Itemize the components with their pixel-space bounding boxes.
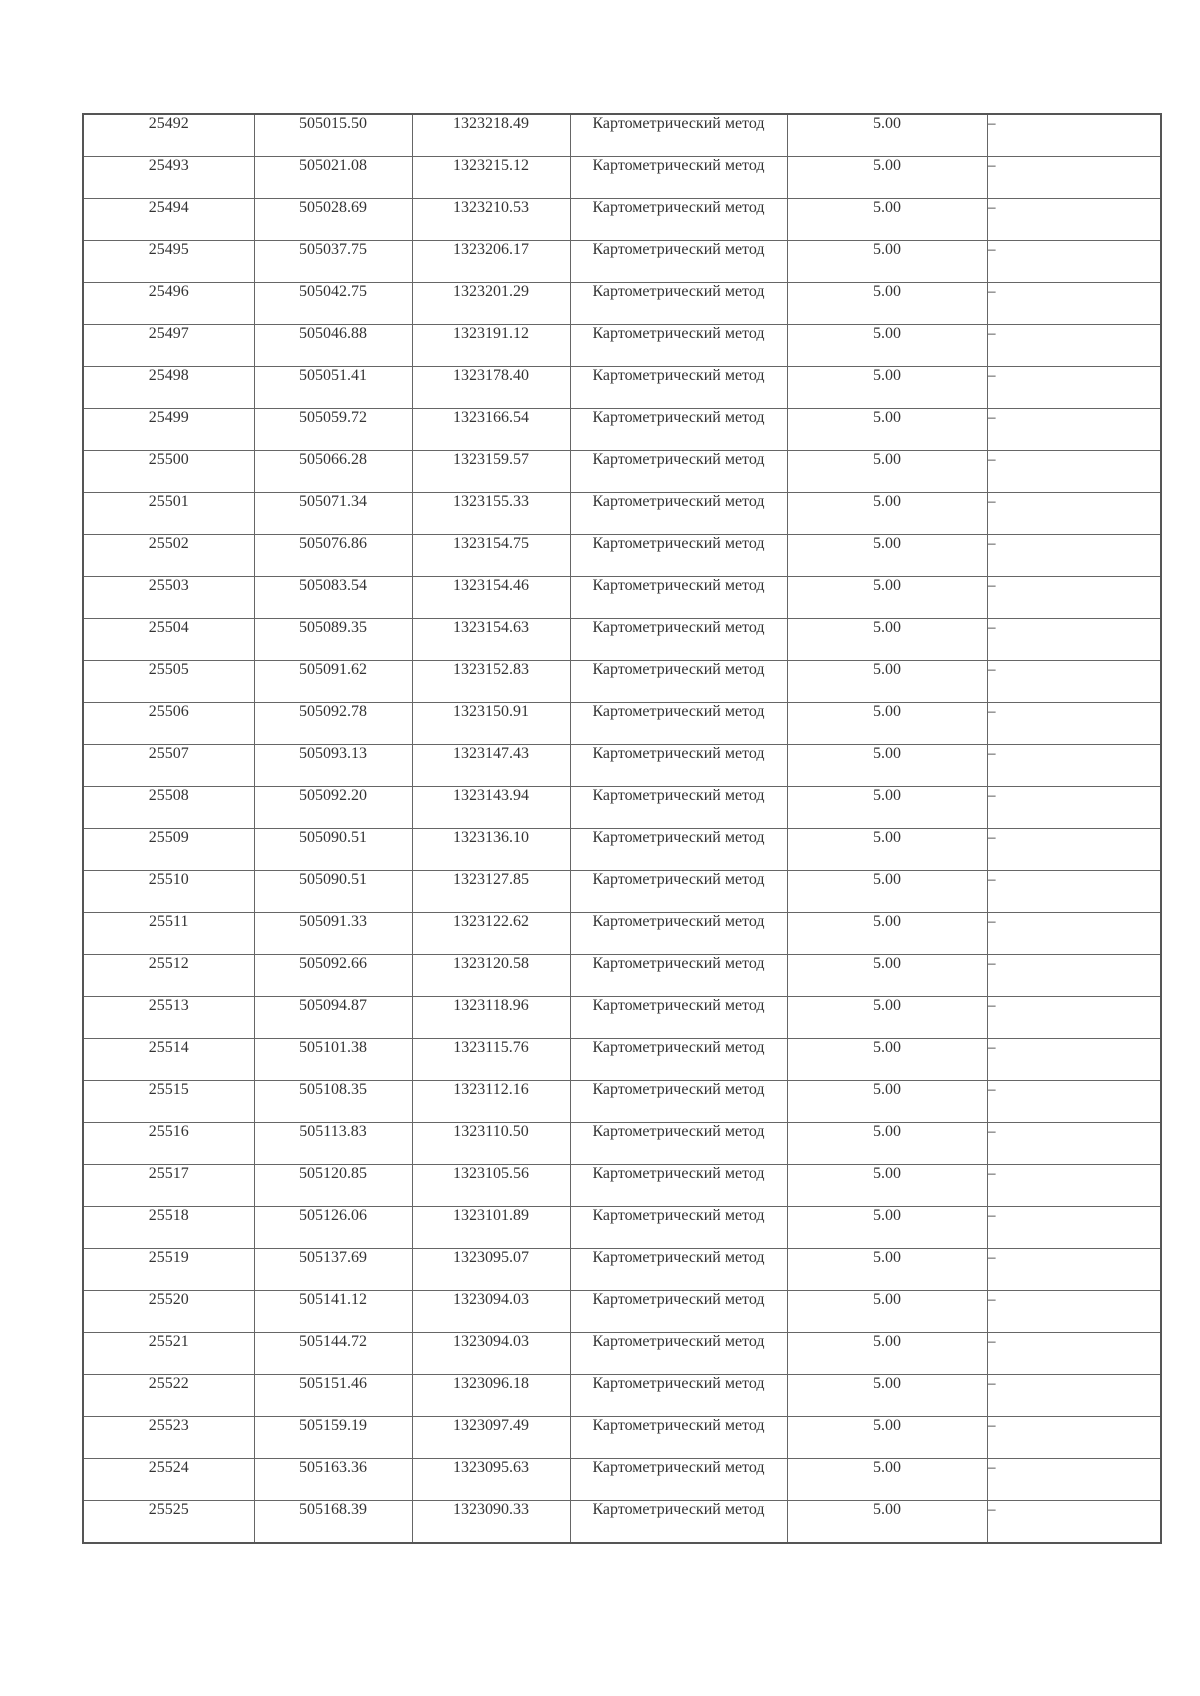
- method-cell: Картометрический метод: [570, 367, 787, 409]
- point-number-cell: 25499: [83, 409, 254, 451]
- description-cell: –: [987, 619, 1161, 661]
- coordinate-y-cell: 1323101.89: [412, 1207, 570, 1249]
- method-cell: Картометрический метод: [570, 619, 787, 661]
- description-cell: –: [987, 871, 1161, 913]
- accuracy-cell: 5.00: [787, 1039, 987, 1081]
- coordinate-x-cell: 505091.62: [254, 661, 412, 703]
- description-cell: –: [987, 661, 1161, 703]
- coordinate-x-cell: 505168.39: [254, 1501, 412, 1544]
- method-cell: Картометрический метод: [570, 1207, 787, 1249]
- coordinate-x-cell: 505151.46: [254, 1375, 412, 1417]
- table-row: [83, 787, 1161, 829]
- point-number-cell: 25509: [83, 829, 254, 871]
- accuracy-cell: 5.00: [787, 619, 987, 661]
- accuracy-cell: 5.00: [787, 997, 987, 1039]
- coordinate-x-cell: 505092.20: [254, 787, 412, 829]
- point-number-cell: 25518: [83, 1207, 254, 1249]
- accuracy-cell: 5.00: [787, 114, 987, 157]
- point-number-cell: 25516: [83, 1123, 254, 1165]
- coordinate-x-cell: 505092.66: [254, 955, 412, 997]
- accuracy-cell: 5.00: [787, 871, 987, 913]
- method-cell: Картометрический метод: [570, 1039, 787, 1081]
- table-row: [83, 1123, 1161, 1165]
- point-number-cell: 25506: [83, 703, 254, 745]
- point-number-cell: 25504: [83, 619, 254, 661]
- point-number-cell: 25496: [83, 283, 254, 325]
- method-cell: Картометрический метод: [570, 1375, 787, 1417]
- coordinate-x-cell: 505137.69: [254, 1249, 412, 1291]
- coordinate-x-cell: 505092.78: [254, 703, 412, 745]
- coordinate-x-cell: 505113.83: [254, 1123, 412, 1165]
- description-cell: –: [987, 199, 1161, 241]
- method-cell: Картометрический метод: [570, 1417, 787, 1459]
- point-number-cell: 25525: [83, 1501, 254, 1544]
- description-cell: –: [987, 829, 1161, 871]
- description-cell: –: [987, 451, 1161, 493]
- point-number-cell: 25497: [83, 325, 254, 367]
- accuracy-cell: 5.00: [787, 451, 987, 493]
- coordinate-y-cell: 1323150.91: [412, 703, 570, 745]
- coordinate-y-cell: 1323118.96: [412, 997, 570, 1039]
- table-row: [83, 367, 1161, 409]
- description-cell: –: [987, 1375, 1161, 1417]
- point-number-cell: 25502: [83, 535, 254, 577]
- point-number-cell: 25515: [83, 1081, 254, 1123]
- method-cell: Картометрический метод: [570, 745, 787, 787]
- point-number-cell: 25492: [83, 114, 254, 157]
- description-cell: –: [987, 1459, 1161, 1501]
- table-row: [83, 1291, 1161, 1333]
- coordinate-y-cell: 1323191.12: [412, 325, 570, 367]
- method-cell: Картометрический метод: [570, 1249, 787, 1291]
- description-cell: –: [987, 493, 1161, 535]
- point-number-cell: 25495: [83, 241, 254, 283]
- description-cell: –: [987, 1207, 1161, 1249]
- method-cell: Картометрический метод: [570, 703, 787, 745]
- description-cell: –: [987, 1333, 1161, 1375]
- coordinate-x-cell: 505126.06: [254, 1207, 412, 1249]
- coordinate-y-cell: 1323143.94: [412, 787, 570, 829]
- method-cell: Картометрический метод: [570, 409, 787, 451]
- table-row: [83, 493, 1161, 535]
- method-cell: Картометрический метод: [570, 661, 787, 703]
- coordinate-x-cell: 505083.54: [254, 577, 412, 619]
- description-cell: –: [987, 114, 1161, 157]
- description-cell: –: [987, 409, 1161, 451]
- point-number-cell: 25519: [83, 1249, 254, 1291]
- method-cell: Картометрический метод: [570, 1165, 787, 1207]
- accuracy-cell: 5.00: [787, 157, 987, 199]
- description-cell: –: [987, 1249, 1161, 1291]
- coordinate-x-cell: 505163.36: [254, 1459, 412, 1501]
- coordinate-x-cell: 505159.19: [254, 1417, 412, 1459]
- point-number-cell: 25512: [83, 955, 254, 997]
- coordinate-x-cell: 505093.13: [254, 745, 412, 787]
- coordinate-x-cell: 505066.28: [254, 451, 412, 493]
- coordinate-y-cell: 1323201.29: [412, 283, 570, 325]
- accuracy-cell: 5.00: [787, 367, 987, 409]
- method-cell: Картометрический метод: [570, 1081, 787, 1123]
- description-cell: –: [987, 1123, 1161, 1165]
- point-number-cell: 25507: [83, 745, 254, 787]
- table-row: [83, 114, 1161, 157]
- coordinate-y-cell: 1323215.12: [412, 157, 570, 199]
- table-row: [83, 199, 1161, 241]
- coordinate-y-cell: 1323110.50: [412, 1123, 570, 1165]
- coordinate-y-cell: 1323096.18: [412, 1375, 570, 1417]
- table-row: [83, 241, 1161, 283]
- coordinate-x-cell: 505059.72: [254, 409, 412, 451]
- method-cell: Картометрический метод: [570, 1459, 787, 1501]
- coordinate-y-cell: 1323105.56: [412, 1165, 570, 1207]
- description-cell: –: [987, 997, 1161, 1039]
- accuracy-cell: 5.00: [787, 577, 987, 619]
- table-row: [83, 157, 1161, 199]
- method-cell: Картометрический метод: [570, 199, 787, 241]
- description-cell: –: [987, 535, 1161, 577]
- point-number-cell: 25520: [83, 1291, 254, 1333]
- coordinate-y-cell: 1323178.40: [412, 367, 570, 409]
- method-cell: Картометрический метод: [570, 241, 787, 283]
- description-cell: –: [987, 745, 1161, 787]
- table-row: [83, 829, 1161, 871]
- table-row: [83, 535, 1161, 577]
- table-row: [83, 577, 1161, 619]
- accuracy-cell: 5.00: [787, 661, 987, 703]
- point-number-cell: 25505: [83, 661, 254, 703]
- description-cell: –: [987, 157, 1161, 199]
- table-row: [83, 1207, 1161, 1249]
- description-cell: –: [987, 1291, 1161, 1333]
- accuracy-cell: 5.00: [787, 1123, 987, 1165]
- table-row: [83, 1081, 1161, 1123]
- description-cell: –: [987, 1165, 1161, 1207]
- coordinate-x-cell: 505094.87: [254, 997, 412, 1039]
- method-cell: Картометрический метод: [570, 955, 787, 997]
- coordinate-y-cell: 1323095.07: [412, 1249, 570, 1291]
- point-number-cell: 25523: [83, 1417, 254, 1459]
- point-number-cell: 25524: [83, 1459, 254, 1501]
- point-number-cell: 25494: [83, 199, 254, 241]
- description-cell: –: [987, 283, 1161, 325]
- method-cell: Картометрический метод: [570, 787, 787, 829]
- coordinates-table-body: [83, 114, 1161, 1543]
- accuracy-cell: 5.00: [787, 1459, 987, 1501]
- coordinate-y-cell: 1323120.58: [412, 955, 570, 997]
- coordinate-y-cell: 1323097.49: [412, 1417, 570, 1459]
- description-cell: –: [987, 1501, 1161, 1544]
- coordinate-x-cell: 505108.35: [254, 1081, 412, 1123]
- coordinate-y-cell: 1323159.57: [412, 451, 570, 493]
- table-row: [83, 451, 1161, 493]
- point-number-cell: 25500: [83, 451, 254, 493]
- coordinate-y-cell: 1323127.85: [412, 871, 570, 913]
- point-number-cell: 25521: [83, 1333, 254, 1375]
- table-row: [83, 745, 1161, 787]
- point-number-cell: 25511: [83, 913, 254, 955]
- accuracy-cell: 5.00: [787, 1501, 987, 1544]
- point-number-cell: 25493: [83, 157, 254, 199]
- point-number-cell: 25510: [83, 871, 254, 913]
- table-row: [83, 871, 1161, 913]
- coordinate-y-cell: 1323090.33: [412, 1501, 570, 1544]
- coordinates-table: [82, 113, 1162, 1544]
- accuracy-cell: 5.00: [787, 493, 987, 535]
- coordinate-y-cell: 1323152.83: [412, 661, 570, 703]
- coordinate-x-cell: 505051.41: [254, 367, 412, 409]
- coordinate-y-cell: 1323094.03: [412, 1291, 570, 1333]
- table-row: [83, 703, 1161, 745]
- coordinate-y-cell: 1323166.54: [412, 409, 570, 451]
- point-number-cell: 25522: [83, 1375, 254, 1417]
- coordinate-y-cell: 1323155.33: [412, 493, 570, 535]
- coordinate-y-cell: 1323154.63: [412, 619, 570, 661]
- point-number-cell: 25513: [83, 997, 254, 1039]
- accuracy-cell: 5.00: [787, 1333, 987, 1375]
- description-cell: –: [987, 1417, 1161, 1459]
- table-row: [83, 1249, 1161, 1291]
- accuracy-cell: 5.00: [787, 745, 987, 787]
- method-cell: Картометрический метод: [570, 283, 787, 325]
- coordinate-y-cell: 1323112.16: [412, 1081, 570, 1123]
- coordinate-y-cell: 1323095.63: [412, 1459, 570, 1501]
- coordinate-x-cell: 505141.12: [254, 1291, 412, 1333]
- accuracy-cell: 5.00: [787, 913, 987, 955]
- coordinate-x-cell: 505076.86: [254, 535, 412, 577]
- description-cell: –: [987, 1081, 1161, 1123]
- accuracy-cell: 5.00: [787, 1207, 987, 1249]
- description-cell: –: [987, 703, 1161, 745]
- coordinate-y-cell: 1323094.03: [412, 1333, 570, 1375]
- description-cell: –: [987, 787, 1161, 829]
- table-row: [83, 997, 1161, 1039]
- coordinate-y-cell: 1323115.76: [412, 1039, 570, 1081]
- method-cell: Картометрический метод: [570, 493, 787, 535]
- coordinate-y-cell: 1323218.49: [412, 114, 570, 157]
- method-cell: Картометрический метод: [570, 871, 787, 913]
- coordinate-x-cell: 505090.51: [254, 829, 412, 871]
- method-cell: Картометрический метод: [570, 1333, 787, 1375]
- method-cell: Картометрический метод: [570, 997, 787, 1039]
- coordinate-x-cell: 505028.69: [254, 199, 412, 241]
- coordinate-x-cell: 505015.50: [254, 114, 412, 157]
- description-cell: –: [987, 241, 1161, 283]
- table-row: [83, 1459, 1161, 1501]
- table-row: [83, 619, 1161, 661]
- accuracy-cell: 5.00: [787, 325, 987, 367]
- method-cell: Картометрический метод: [570, 1123, 787, 1165]
- accuracy-cell: 5.00: [787, 409, 987, 451]
- coordinate-x-cell: 505144.72: [254, 1333, 412, 1375]
- table-row: [83, 283, 1161, 325]
- table-row: [83, 913, 1161, 955]
- accuracy-cell: 5.00: [787, 1375, 987, 1417]
- table-row: [83, 1417, 1161, 1459]
- accuracy-cell: 5.00: [787, 283, 987, 325]
- table-row: [83, 1501, 1161, 1544]
- accuracy-cell: 5.00: [787, 1291, 987, 1333]
- method-cell: Картометрический метод: [570, 157, 787, 199]
- method-cell: Картометрический метод: [570, 913, 787, 955]
- point-number-cell: 25503: [83, 577, 254, 619]
- coordinate-y-cell: 1323136.10: [412, 829, 570, 871]
- table-row: [83, 1165, 1161, 1207]
- description-cell: –: [987, 577, 1161, 619]
- table-row: [83, 1375, 1161, 1417]
- description-cell: –: [987, 913, 1161, 955]
- accuracy-cell: 5.00: [787, 199, 987, 241]
- method-cell: Картометрический метод: [570, 577, 787, 619]
- point-number-cell: 25508: [83, 787, 254, 829]
- point-number-cell: 25517: [83, 1165, 254, 1207]
- coordinate-x-cell: 505046.88: [254, 325, 412, 367]
- accuracy-cell: 5.00: [787, 1417, 987, 1459]
- coordinate-y-cell: 1323122.62: [412, 913, 570, 955]
- coordinate-y-cell: 1323147.43: [412, 745, 570, 787]
- table-row: [83, 1333, 1161, 1375]
- accuracy-cell: 5.00: [787, 829, 987, 871]
- point-number-cell: 25498: [83, 367, 254, 409]
- table-row: [83, 409, 1161, 451]
- accuracy-cell: 5.00: [787, 703, 987, 745]
- method-cell: Картометрический метод: [570, 325, 787, 367]
- method-cell: Картометрический метод: [570, 451, 787, 493]
- accuracy-cell: 5.00: [787, 1249, 987, 1291]
- accuracy-cell: 5.00: [787, 1165, 987, 1207]
- coordinate-x-cell: 505021.08: [254, 157, 412, 199]
- description-cell: –: [987, 325, 1161, 367]
- method-cell: Картометрический метод: [570, 1501, 787, 1544]
- coordinate-y-cell: 1323206.17: [412, 241, 570, 283]
- table-row: [83, 325, 1161, 367]
- method-cell: Картометрический метод: [570, 535, 787, 577]
- coordinate-x-cell: 505090.51: [254, 871, 412, 913]
- accuracy-cell: 5.00: [787, 241, 987, 283]
- coordinate-x-cell: 505071.34: [254, 493, 412, 535]
- description-cell: –: [987, 1039, 1161, 1081]
- accuracy-cell: 5.00: [787, 955, 987, 997]
- coordinate-y-cell: 1323154.46: [412, 577, 570, 619]
- point-number-cell: 25514: [83, 1039, 254, 1081]
- coordinate-x-cell: 505042.75: [254, 283, 412, 325]
- table-row: [83, 661, 1161, 703]
- coordinate-x-cell: 505037.75: [254, 241, 412, 283]
- method-cell: Картометрический метод: [570, 114, 787, 157]
- description-cell: –: [987, 955, 1161, 997]
- method-cell: Картометрический метод: [570, 829, 787, 871]
- accuracy-cell: 5.00: [787, 787, 987, 829]
- table-row: [83, 955, 1161, 997]
- method-cell: Картометрический метод: [570, 1291, 787, 1333]
- coordinate-x-cell: 505101.38: [254, 1039, 412, 1081]
- coordinate-x-cell: 505089.35: [254, 619, 412, 661]
- description-cell: –: [987, 367, 1161, 409]
- coordinate-x-cell: 505091.33: [254, 913, 412, 955]
- point-number-cell: 25501: [83, 493, 254, 535]
- accuracy-cell: 5.00: [787, 535, 987, 577]
- table-row: [83, 1039, 1161, 1081]
- coordinate-x-cell: 505120.85: [254, 1165, 412, 1207]
- accuracy-cell: 5.00: [787, 1081, 987, 1123]
- coordinate-y-cell: 1323210.53: [412, 199, 570, 241]
- coordinate-y-cell: 1323154.75: [412, 535, 570, 577]
